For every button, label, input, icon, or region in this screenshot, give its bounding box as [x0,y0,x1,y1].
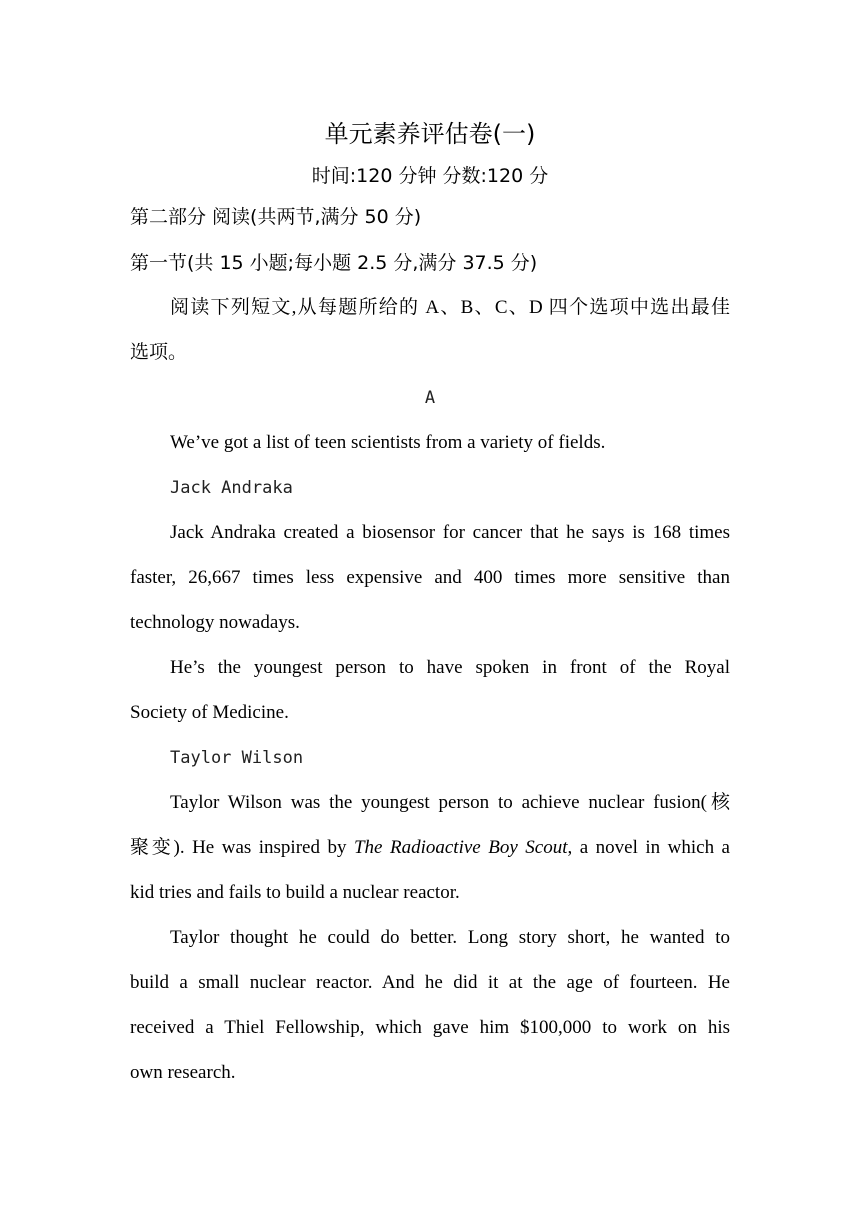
taylor-line-2-text-b: , a novel in which a [567,837,730,858]
taylor-line-2-text-a: 聚变). He was inspired by [130,837,354,858]
passage-intro: We’ve got a list of teen scientists from a variety of fields. [170,432,606,453]
taylor-paragraph-2-line-2: build a small nuclear reactor. And he did it at the age of fourteen. He [130,972,730,993]
page-title: 单元素养评估卷(一) [324,120,536,148]
taylor-paragraph-2-line-4: own research. [130,1062,236,1083]
instructions-line-1: 阅读下列短文,从每题所给的 A、B、C、D 四个选项中选出最佳 [170,297,730,318]
jack-paragraph-1-line-3: technology nowadays. [130,612,300,633]
person-name-taylor: Taylor Wilson [170,748,304,768]
instructions-line-2: 选项。 [130,342,188,363]
jack-paragraph-1-line-1: Jack Andraka created a biosensor for cancer that he says is 168 times [170,522,730,543]
taylor-paragraph-1-line-3: kid tries and fails to build a nuclear reactor. [130,882,460,903]
jack-paragraph-2-line-2: Society of Medicine. [130,702,289,723]
taylor-paragraph-2-line-3: received a Thiel Fellowship, which gave him $100,000 to work on his [130,1017,730,1038]
person-name-jack: Jack Andraka [170,478,293,498]
book-title: The Radioactive Boy Scout [353,837,568,858]
jack-paragraph-2-line-1: He’s the youngest person to have spoken in front of the Royal [170,657,730,678]
part-heading: 第二部分 阅读(共两节,满分 50 分) [130,206,422,228]
section-heading: 第一节(共 15 小题;每小题 2.5 分,满分 37.5 分) [130,252,538,274]
taylor-paragraph-1-line-2 [130,837,730,859]
jack-paragraph-1-line-2: faster, 26,667 times less expensive and 400 times more sensitive than [130,567,730,588]
passage-label: A [424,388,436,408]
taylor-paragraph-2-line-1: Taylor thought he could do better. Long story short, he wanted to [170,927,730,948]
exam-time-score: 时间:120 分钟 分数:120 分 [311,165,549,187]
taylor-paragraph-1-line-1: Taylor Wilson was the youngest person to achieve nuclear fusion(核 [170,792,730,813]
